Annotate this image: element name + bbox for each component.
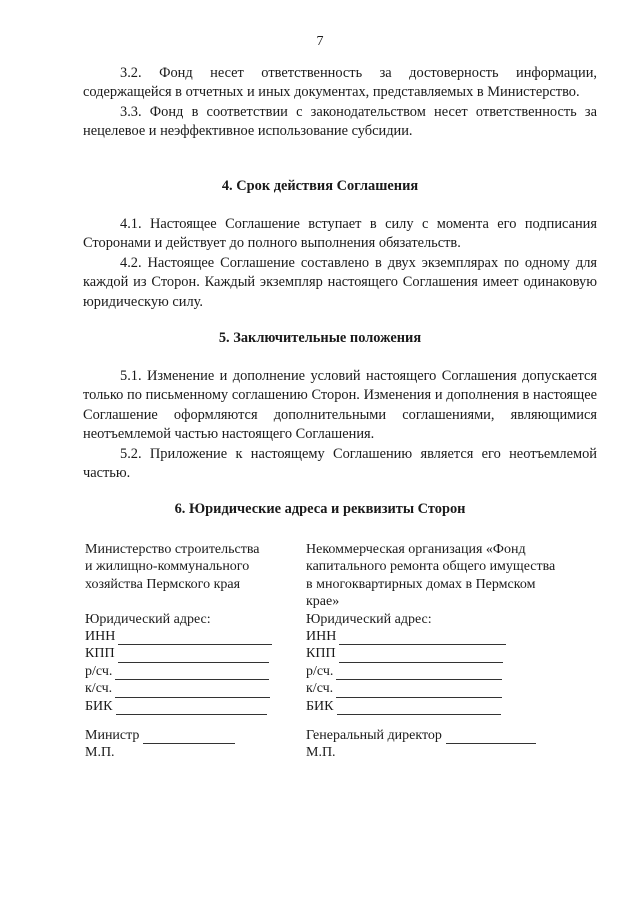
clause-4-1: 4.1. Настоящее Соглашение вступает в силу с момента его подписания Сторонами и действует до полного выполнения обязательств.	[83, 216, 597, 252]
bik-label: БИК	[85, 698, 113, 714]
ks-field	[85, 680, 295, 697]
minister-signer-label: Министр	[85, 728, 140, 744]
section-4-heading: 4. Срок действия Соглашения	[221, 178, 419, 194]
inn-field	[306, 628, 606, 645]
party-name-line: хозяйства Пермского края	[85, 576, 241, 592]
ks-label: к/сч.	[85, 681, 113, 697]
rs-field	[85, 663, 295, 680]
minister-signature-field	[85, 727, 295, 744]
kpp-label: КПП	[85, 646, 115, 662]
inn-label: ИНН	[85, 629, 116, 645]
ks-field	[306, 680, 606, 697]
bik-field	[306, 698, 606, 715]
clause-4-2: 4.2. Настоящее Соглашение составлено в двух экземплярах по одному для каждой из Сторон. Каждый экземпляр настоящего Соглашения имеет одинаковую юридическую силу.	[83, 254, 597, 310]
section-4-body	[83, 215, 597, 312]
stamp-label: М.П.	[85, 745, 115, 761]
page-number: 7	[316, 34, 324, 49]
party-name-line: Министерство строительства	[85, 542, 260, 557]
ks-blank-line	[336, 684, 502, 698]
inn-field	[85, 628, 295, 645]
director-signature-field	[306, 727, 606, 744]
clause-3-3: 3.3. Фонд в соответствии с законодательством несет ответственность за нецелевое и неэффективное использование субсидии.	[83, 103, 597, 140]
legal-address-label: Юридический адрес:	[306, 611, 432, 627]
bik-blank-line	[116, 701, 267, 715]
section-3-body	[83, 64, 597, 142]
section-5-heading: 5. Заключительные положения	[218, 330, 422, 346]
rs-label: р/сч.	[306, 663, 334, 679]
ks-label: к/сч.	[306, 681, 334, 697]
stamp-label: М.П.	[306, 745, 336, 761]
inn-blank-line	[118, 631, 272, 645]
rs-blank-line	[115, 666, 269, 680]
clause-5-2: 5.2. Приложение к настоящему Соглашению является его неотъемлемой частью.	[83, 445, 597, 482]
inn-blank-line	[339, 631, 506, 645]
party-name-line: Некоммерческая организация «Фонд	[306, 542, 526, 557]
bik-field	[85, 698, 295, 715]
bik-label: БИК	[306, 698, 334, 714]
section-5-body	[83, 367, 597, 483]
kpp-blank-line	[339, 649, 503, 663]
party-fund-block	[306, 541, 606, 762]
clause-5-1: 5.1. Изменение и дополнение условий настоящего Соглашения допускается только по письменному соглашению Сторон. Изменения и дополнения в настоящее Соглашение оформляются дополнительными соглашениями, являющимися неотъемлемой частью настоящего Соглашения.	[83, 368, 597, 443]
inn-label: ИНН	[306, 629, 337, 645]
section-6-heading: 6. Юридические адреса и реквизиты Сторон	[174, 501, 466, 517]
rs-label: р/сч.	[85, 663, 113, 679]
clause-3-2: 3.2. Фонд несет ответственность за достоверность информации, содержащейся в отчетных и иных документах, представляемых в Министерство.	[83, 65, 597, 101]
rs-blank-line	[336, 666, 502, 680]
kpp-label: КПП	[306, 646, 336, 662]
bik-blank-line	[337, 701, 501, 715]
director-signer-label: Генеральный директор	[306, 728, 442, 744]
party-name-line: капитального ремонта общего имущества	[306, 559, 556, 575]
party-ministry-block	[85, 541, 295, 762]
minister-signature-line	[143, 730, 235, 744]
kpp-blank-line	[118, 649, 269, 663]
legal-address-label: Юридический адрес:	[85, 611, 211, 627]
kpp-field	[306, 645, 606, 662]
rs-field	[306, 663, 606, 680]
party-name-line: и жилищно-коммунального	[85, 559, 250, 575]
party-name-line: крае»	[306, 594, 340, 610]
party-name-line: в многоквартирных домах в Пермском	[306, 576, 536, 592]
director-signature-line	[446, 730, 536, 744]
kpp-field	[85, 645, 295, 662]
ks-blank-line	[115, 684, 270, 698]
